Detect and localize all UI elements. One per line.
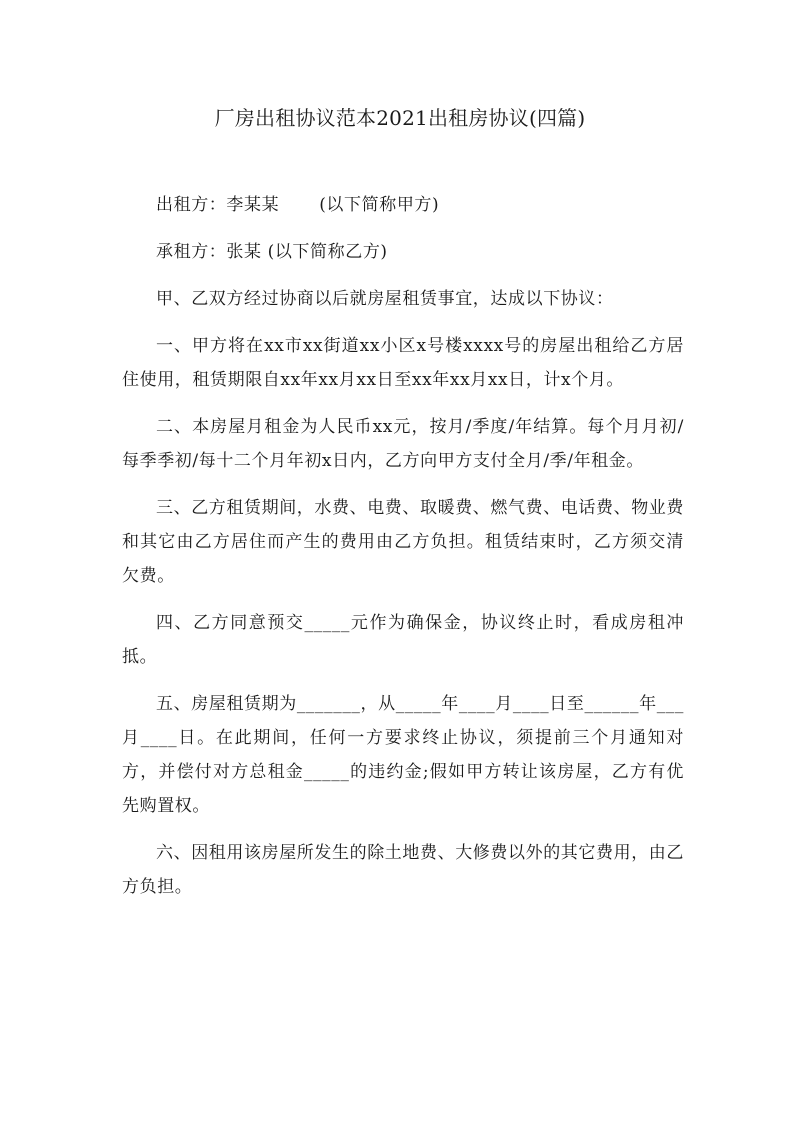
preamble: 甲、乙双方经过协商以后就房屋租赁事宜，达成以下协议： — [156, 289, 614, 309]
clause-1: 一、甲方将在xx市xx街道xx小区x号楼xxxx号的房屋出租给乙方居住使用，租赁期限自xx年xx月xx日至xx年xx月xx日，计x个月。 — [122, 336, 684, 390]
clause-5: 五、房屋租赁期为_______，从_____年____月____日至______年___月____日。在此期间，任何一方要求终止协议，须提前三个月通知对方，并偿付对方总租金_____的违约金;假如甲方转让该房屋，乙方有优先购置权。 — [122, 694, 684, 816]
clause-6: 六、因租用该房屋所发生的除土地费、大修费以外的其它费用，由乙方负担。 — [122, 843, 684, 897]
clause-4: 四、乙方同意预交_____元作为确保金，协议终止时，看成房租冲抵。 — [122, 613, 684, 667]
lessee-line: 承租方：张某 (以下简称乙方) — [156, 242, 388, 262]
lessor-label: 出租方：李某某 — [156, 195, 280, 215]
lessor-line — [122, 188, 684, 222]
document-body — [122, 188, 684, 917]
clause-3: 三、乙方租赁期间，水费、电费、取暖费、燃气费、电话费、物业费和其它由乙方居住而产生的费用由乙方负担。租赁结束时，乙方须交清欠费。 — [122, 498, 684, 586]
clause-2: 二、本房屋月租金为人民币xx元，按月/季度/年结算。每个月月初/每季季初/每十二个月年初x日内，乙方向甲方支付全月/季/年租金。 — [122, 417, 684, 471]
document-title: 厂房出租协议范本2021出租房协议(四篇) — [214, 106, 586, 130]
lessor-note: (以下简称甲方) — [319, 195, 440, 215]
